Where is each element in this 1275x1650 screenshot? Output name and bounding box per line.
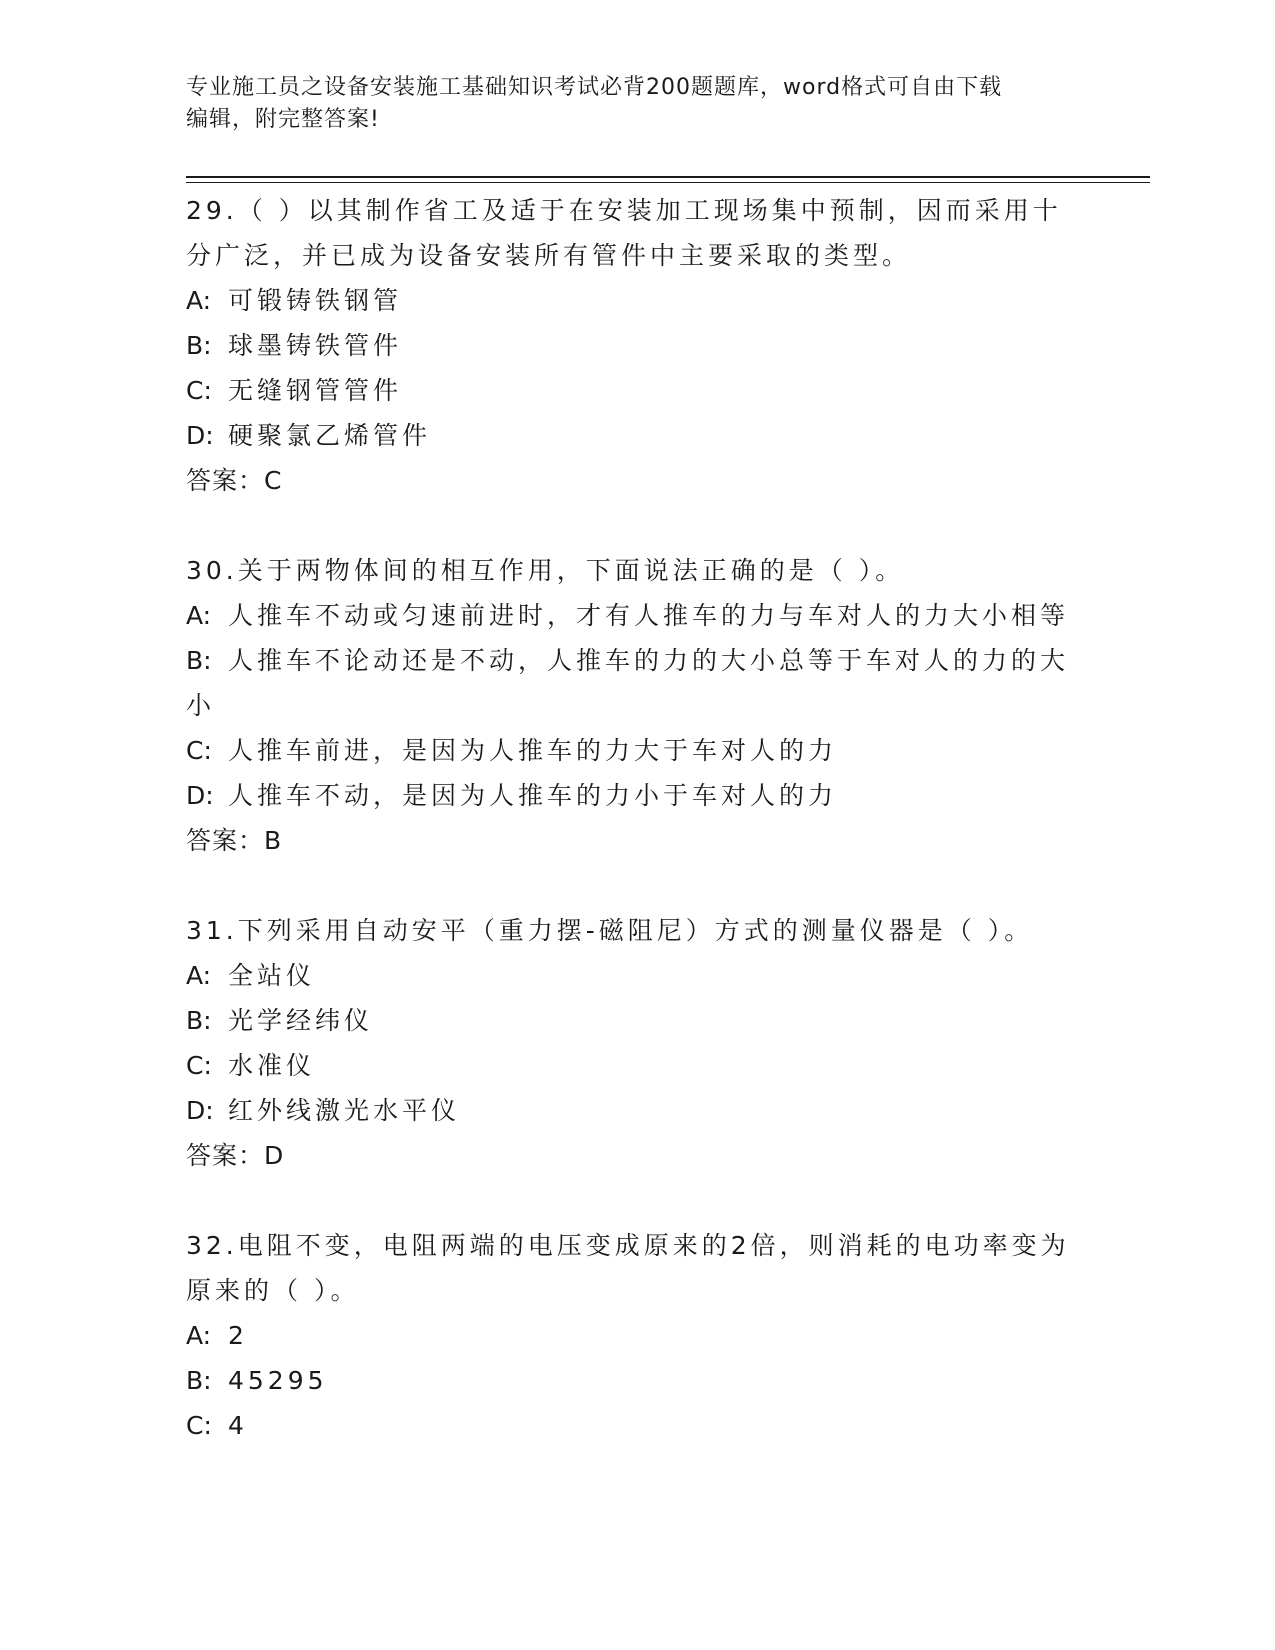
option-key: A: [186,961,212,990]
option-text: 红外线激光水平仪 [228,1096,461,1125]
question-text: 29.（ ）以其制作省工及适于在安装加工现场集中预制，因而采用十分广泛，并已成为设备安装所有管件中主要采取的类型。 [186,196,1062,270]
option-c [186,728,1086,773]
option-d [186,1088,1086,1133]
option-text: 人推车不论动还是不动，人推车的力的大小总等于车对人的力的大小 [186,646,1070,720]
option-key: B: [186,1006,212,1035]
question-text: 30.关于两物体间的相互作用，下面说法正确的是（ ）。 [186,556,905,585]
option-key: D: [186,421,214,450]
option-d [186,413,1086,458]
answer-text: 答案：C [186,466,283,495]
option-key: A: [186,286,212,315]
option-key: B: [186,646,212,675]
answer-text: 答案：D [186,1141,285,1170]
option-text: 球墨铸铁管件 [228,331,403,360]
option-a [186,278,1086,323]
option-key: C: [186,376,212,405]
option-key: D: [186,1096,214,1125]
option-text: 4 [228,1411,248,1440]
option-text: 水准仪 [228,1051,316,1080]
option-key: C: [186,736,212,765]
option-key: A: [186,601,212,630]
document-header [186,72,1066,136]
header-divider-thin [186,182,1150,183]
answer-text: 答案：B [186,826,283,855]
option-text: 可锻铸铁钢管 [228,286,403,315]
option-c [186,368,1086,413]
question-text: 31.下列采用自动安平（重力摆-磁阻尼）方式的测量仪器是（ ）。 [186,916,1034,945]
option-text: 人推车前进，是因为人推车的力大于车对人的力 [228,736,838,765]
option-key: C: [186,1411,212,1440]
question-text: 32.电阻不变，电阻两端的电压变成原来的2倍，则消耗的电功率变为原来的（ ）。 [186,1231,1070,1305]
question-29 [186,188,1086,503]
option-a [186,593,1086,638]
question-32 [186,1223,1086,1448]
option-text: 人推车不动或匀速前进时，才有人推车的力与车对人的力大小相等 [228,601,1070,630]
question-list [186,188,1086,1493]
option-b [186,323,1086,368]
question-31 [186,908,1086,1178]
option-text: 光学经纬仪 [228,1006,374,1035]
option-text: 全站仪 [228,961,316,990]
option-text: 2 [228,1321,248,1350]
option-b [186,1358,1086,1403]
option-key: C: [186,1051,212,1080]
option-key: D: [186,781,214,810]
option-key: B: [186,1366,212,1395]
header-line-1: 专业施工员之设备安装施工基础知识考试必背200题题库，word格式可自由下载 [186,75,1003,100]
option-a [186,953,1086,998]
option-key: A: [186,1321,212,1350]
option-text: 人推车不动，是因为人推车的力小于车对人的力 [228,781,838,810]
option-c [186,1403,1086,1448]
option-b [186,638,1086,728]
option-key: B: [186,331,212,360]
option-text: 硬聚氯乙烯管件 [228,421,432,450]
question-30 [186,548,1086,863]
header-divider-thick [186,176,1150,178]
option-c [186,1043,1086,1088]
option-d [186,773,1086,818]
option-text: 45295 [228,1366,328,1395]
option-text: 无缝钢管管件 [228,376,403,405]
option-b [186,998,1086,1043]
option-a [186,1313,1086,1358]
header-line-2: 编辑，附完整答案! [186,107,380,132]
